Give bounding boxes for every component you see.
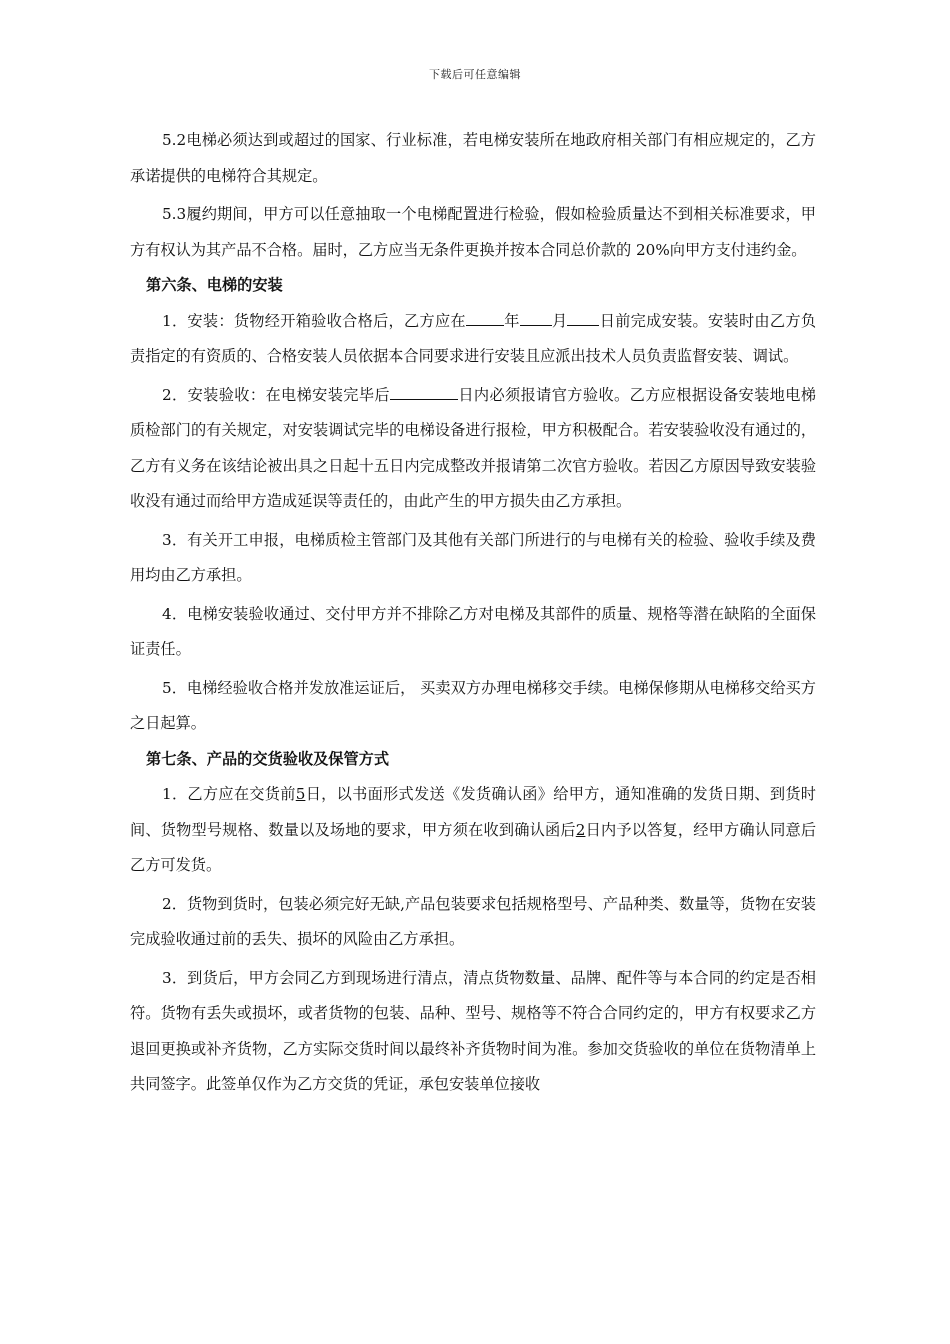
clause-5-2: 5.2电梯必须达到或超过的国家、行业标准，若电梯安装所在地政府相关部门有相应规定的，乙方承诺提供的电梯符合其规定。 — [130, 131, 816, 185]
clause-6-1-part-d: 日前完成安装。安装时由乙方负责指定的有资质的、合格安装人员依据本合同要求进行安装且应派出技术人员负责监督安装、调试。 — [130, 311, 817, 365]
clause-6-2-part-a: 2．安装验收：在电梯安装完毕后 — [162, 385, 390, 404]
clause-6-5: 5．电梯经验收合格并发放准运证后， 买卖双方办理电梯移交手续。电梯保修期从电梯移交给买方之日起算。 — [130, 678, 816, 732]
clause-6-1-part-a: 1．安装：货物经开箱验收合格后，乙方应在 — [162, 311, 466, 330]
day-blank — [567, 307, 599, 326]
year-blank — [466, 307, 504, 326]
clause-6-1-part-b: 年 — [503, 311, 520, 330]
clause-6-1-part-c: 月 — [551, 311, 568, 330]
reply-days-value: 2 — [575, 820, 586, 839]
clause-7-1-part-c: 日内予以答复，经甲方确认同意后乙方可发货。 — [130, 820, 817, 874]
article-6-heading: 第六条、电梯的安装 — [146, 276, 283, 294]
clause-7-1-part-a: 1．乙方应在交货前 — [162, 785, 296, 803]
clause-6-3: 3．有关开工申报，电梯质检主管部门及其他有关部门所进行的与电梯有关的检验、验收手续及费用均由乙方承担。 — [130, 530, 816, 584]
clause-6-4: 4．电梯安装验收通过、交付甲方并不排除乙方对电梯及其部件的质量、规格等潜在缺陷的全面保证责任。 — [130, 604, 816, 658]
article-7-heading: 第七条、产品的交货验收及保管方式 — [146, 749, 389, 768]
clause-6-1 — [130, 304, 816, 375]
clause-7-2: 2．货物到货时，包装必须完好无缺,产品包装要求包括规格型号、产品种类、数量等，货物在安装完成验收通过前的丢失、损坏的风险由乙方承担。 — [130, 894, 816, 948]
days-blank — [390, 381, 458, 400]
clause-7-1-part-b: 日，以书面形式发送《发货确认函》给甲方，通知准确的发货日期、到货时间、货物型号规格、数量以及场地的要求，甲方须在收到确认函后 — [130, 785, 816, 839]
clause-7-3: 3．到货后，甲方会同乙方到现场进行清点，清点货物数量、品牌、配件等与本合同的约定是否相符。货物有丢失或损坏，或者货物的包装、品种、型号、规格等不符合合同约定的，甲方有权要求乙方退回更换或补齐货物，乙方实际交货时间以最终补齐货物时间为准。参加交货验收的单位在货物清单上共同签字。此签单仅作为乙方交货的凭证，承包安装单位接收 — [130, 968, 816, 1093]
notice-days-value: 5 — [295, 785, 306, 803]
document-body — [130, 123, 816, 1103]
clause-5-3: 5.3履约期间，甲方可以任意抽取一个电梯配置进行检验，假如检验质量达不到相关标准要求，甲方有权认为其产品不合格。届时，乙方应当无条件更换并按本合同总价款的 20%向甲方支付违约金。 — [130, 205, 816, 259]
month-blank — [520, 307, 552, 326]
clause-7-1 — [130, 777, 816, 884]
clause-6-2-part-b: 日内必须报请官方验收。乙方应根据设备安装地电梯质检部门的有关规定，对安装调试完毕的电梯设备进行报检，甲方积极配合。若安装验收没有通过的，乙方有义务在该结论被出具之日起十五日内完成整改并报请第二次官方验收。若因乙方原因导致安装验收没有通过而给甲方造成延误等责任的，由此产生的甲方损失由乙方承担。 — [130, 385, 816, 510]
clause-6-2 — [130, 378, 816, 520]
page-header: 下载后可任意编辑 — [429, 68, 521, 81]
